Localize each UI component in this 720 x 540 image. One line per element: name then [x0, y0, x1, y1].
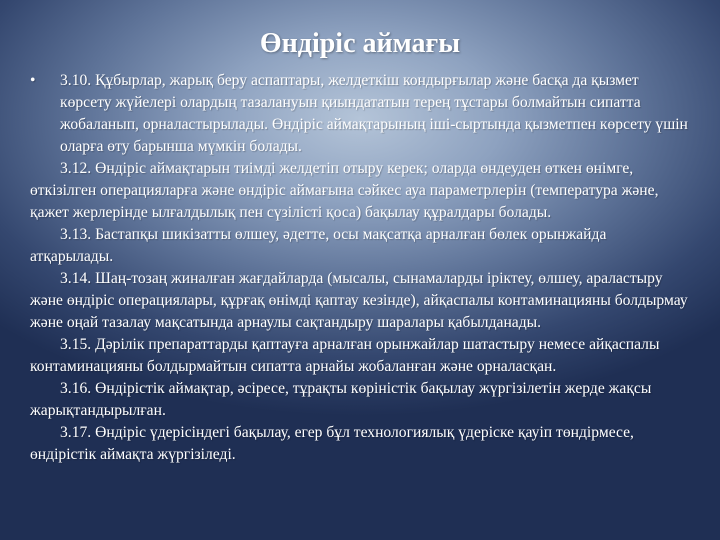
- paragraph-3-15: 3.15. Дәрілік препараттарды қаптауға арналған орынжайлар шатастыру немесе айқаспалы контаминацияны болдырмайтын сипатта арнайы жобаланған және орналасқан.: [30, 336, 660, 375]
- paragraph-3-17: 3.17. Өндіріс үдерісіндегі бақылау, егер бұл технологиялық үдеріске қауіп төндірмесе, өндірістік аймақта жүргізіледі.: [30, 424, 634, 463]
- paragraph-3-16: 3.16. Өндірістік аймақтар, әсіресе, тұрақты көріністік бақылау жүргізілетін жерде жақсы жарықтандырылған.: [30, 380, 652, 419]
- paragraph-3-13: 3.13. Бастапқы шикізатты өлшеу, әдетте, осы мақсатқа арналған бөлек орынжайда атқарылады.: [30, 226, 607, 265]
- slide-title: Өндіріс аймағы: [259, 28, 461, 59]
- paragraph-3-14: 3.14. Шаң-тозаң жиналған жағдайларда (мысалы, сынамаларды іріктеу, өлшеу, араластыру және өндіріс операциялары, құрғақ өнімді қаптау кезінде), айқаспалы контаминацияны болдырмау және оңай тазалау мақсатында арнаулы сақтандыру шаралары қабылданады.: [30, 270, 688, 331]
- paragraph-3-12: 3.12. Өндіріс аймақтарын тиімді желдетіп отыру керек; оларда өндеуден өткен өнімге, өткізілген операцияларға және өндіріс аймағына сәйкес ауа параметрлерін (температура және, қажет жерлерінде ылғалдылық пен сүзілісті қоса) бақылау құралдары болады.: [30, 160, 659, 221]
- bullet-icon: •: [30, 72, 36, 89]
- paragraph-text: 3.10. Құбырлар, жарық беру аспаптары, желдеткіш кондырғылар және басқа да қызмет көрсету жүйелері олардың тазалануын қиындататын терең тұстары болмайтын сипатта жобаланып, орналастырылады. Өндіріс аймақтарының іші-сыртында қызметпен көрсету үшін оларға өту барынша мүмкін болады.: [60, 72, 688, 155]
- slide-body: [30, 70, 692, 466]
- paragraph-3-10: [30, 70, 692, 158]
